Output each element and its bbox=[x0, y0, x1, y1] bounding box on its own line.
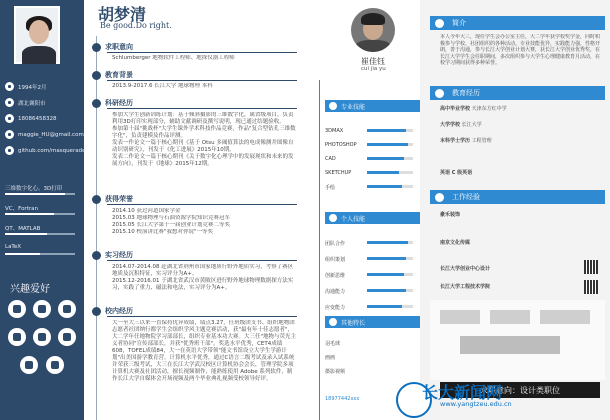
skill-bar-3d bbox=[5, 193, 75, 195]
section-personal-skills: 个人技能 bbox=[325, 212, 420, 224]
profile-photo bbox=[14, 6, 60, 64]
hobby-icon bbox=[58, 300, 76, 318]
work-item: 长江大学创业中心设计 bbox=[440, 266, 491, 272]
section-education: 教育经历 bbox=[430, 86, 605, 100]
skill-vc: VC、Fortran bbox=[5, 206, 38, 212]
resume-right bbox=[305, 0, 610, 420]
works-gallery bbox=[430, 300, 605, 380]
section-work: 工作经验 bbox=[430, 190, 605, 204]
edu-item: 高中毕业学校 天津东方红中学 bbox=[440, 106, 507, 112]
right-main bbox=[430, 0, 610, 420]
watermark-url: www.yangtzeu.edu.cn bbox=[440, 400, 512, 408]
skill-qt: QT、MATLAB bbox=[5, 226, 41, 232]
location-icon bbox=[5, 98, 14, 107]
edu-item: 本科学士学历 工程管理 bbox=[440, 138, 492, 144]
skill-bar-qt bbox=[5, 233, 75, 235]
section-campus: 校内经历 bbox=[92, 306, 133, 316]
education-text: 2013.9-2017.6 长江大学 地球物理 本科 bbox=[112, 83, 213, 89]
qr-code bbox=[584, 260, 598, 274]
research-list: 参加大学生创新训练计划：基于倾斜摄影的三维数字化，属省级项目，负责利用3D打印实现部分，辅助文献调研及撰写说明，现已通过结题验收。 参加第十届"挑战杯"大学生课外学术科技作品竞赛，作品"复合型钻孔三维数字化"，负责建模及作品评测。 发表一作论文一篇于核心期刊《基于 Otsu 多阈值算法的电成像测井图像自动识别研究》，刊发于《化工进展》2015年10期。 发表二作论文一篇于核心期刊《关于数字化心理学中的发展现状和未来的发展方向》，刊发于《地球》2015年12期。 bbox=[112, 112, 296, 167]
calendar-icon bbox=[5, 82, 14, 91]
section-other: 其他特长 bbox=[325, 316, 420, 328]
hobby-icon bbox=[33, 300, 51, 318]
objective-text: Schlumberger 地物软件工程师、地探仪器工程师 bbox=[112, 55, 235, 61]
work-item: 南京文化传媒 bbox=[440, 240, 471, 246]
campus-text: 大一至大三以来一直保持优异成绩，绩点3.27，任班级团支书、组织地物团志愿者社团纳行都学生会组织学风主题竞赛活动，获"最有年十佳志愿者"，大二学年任地物院学习部部长，组织专业基本功大赛。大三任"地物与荧光主义者协同"宣传部部长，并获"优秀班干部"。奖选水平优秀，CET4成绩608，TOFEL成绩84，大一在英语大学带领"能文书馆设立大学生学游计划"出美国游学教育营。计算机水平优秀，通过C语言二级考试及录入试系统并荣获三级考试，大三在长江大学武汉校区计算机协会会长，管理学院多项计算机大赛及社团活动，擅长视频制作，能熟练使用 Adobe 系列软件，制作长江大学自媒体会开场视频及两个毕业典礼视频受校领导好评。 bbox=[112, 320, 297, 382]
mail-icon bbox=[5, 130, 14, 139]
hobby-title: 兴趣爱好 bbox=[10, 284, 50, 295]
hobby-icon bbox=[8, 328, 26, 346]
work-item: 豪禾装饰 bbox=[440, 212, 461, 218]
hobby-icon bbox=[33, 328, 51, 346]
intro-text: 本人今年大三，现任学生会办公室主任，大二学年获学校奖学金，同时积极参与学校、社团组织的各种活动。专业技能优异，实践能力强，性格开朗，善于沟通，参与长江大学创业计划大赛，获长江大学创业优秀奖，在长江大学学生会任职期间，多次组织参与大学生心理健康教育月活动，在校学习期间获得多种荣誉。 bbox=[440, 34, 600, 66]
work-item: 长江大学工程技术学院 bbox=[440, 284, 491, 290]
watermark-title: 长大新闻网 bbox=[422, 383, 503, 402]
resume-pinyin: cui jia yu bbox=[361, 66, 386, 72]
qr-code bbox=[584, 280, 598, 294]
section-internship: 实习经历 bbox=[92, 250, 133, 260]
resume-motto: Be good.Do right. bbox=[100, 21, 172, 30]
hometown: 湖北襄阳市 bbox=[5, 98, 46, 107]
right-sidebar: 崔佳钰 cui jia yu 专业技能 3DMAX PHOTOSHOP CAD SKETCHUP 手绘 个人技能 团队合作 组织策划 创新思维 沟通能力 应变能力 其他特长 羽毛球 画画 摄影视频 18977442xxx bbox=[305, 0, 420, 420]
edu-item: 英语 C 级英语 bbox=[440, 170, 473, 176]
section-objective: 求职意向 bbox=[92, 42, 133, 52]
profile-avatar bbox=[351, 8, 395, 52]
skill-3d: 三维数字化心、3D打印 bbox=[5, 186, 63, 192]
github-icon bbox=[5, 146, 14, 155]
skill-latex: LaTeX bbox=[5, 244, 22, 250]
left-sidebar bbox=[0, 0, 84, 420]
section-honors: 获得荣誉 bbox=[92, 194, 133, 204]
section-pro-skills: 专业技能 bbox=[325, 100, 420, 112]
honors-list: 2014.10 获过河道国家学金 2015.03 地球物理与石油资源学院知识竞赛冠军 2015.05 长江大学第十一届创业计划竞赛二等奖 2015.10 校演讲比赛"我想对你说"一等奖 bbox=[112, 208, 230, 235]
hobby-icon bbox=[8, 300, 26, 318]
timeline-line bbox=[96, 36, 97, 420]
section-research: 科研经历 bbox=[92, 98, 133, 108]
hobby-icon bbox=[20, 356, 38, 374]
works-banner: 求职意向：设计类职位 bbox=[440, 382, 600, 398]
resume-name: 崔佳钰 bbox=[361, 57, 385, 66]
section-intro: 简介 bbox=[430, 16, 605, 30]
hobby-icon bbox=[46, 356, 64, 374]
section-education: 教育背景 bbox=[92, 70, 133, 80]
email[interactable]: maggie_HU@gmail.com bbox=[5, 130, 84, 139]
hobby-icon bbox=[58, 328, 76, 346]
skill-bar-latex bbox=[5, 253, 75, 255]
github[interactable]: github.com/masquerade bbox=[5, 146, 85, 155]
phone: 18086458328 bbox=[5, 114, 57, 123]
edu-item: 大学学校 长江大学 bbox=[440, 122, 482, 128]
internship-list: 2014.07-2014.08 赴湖北省荆州市国家地质行野外地质实习，考察了赛区地质及沉积特征，实习评分为A+。 2015.12-2016.01 于湖北省武汉市黄陂区进行野外地球物理数据探方法实习，实践了重力、磁法和电法，实习评分为A+。 bbox=[112, 264, 294, 291]
skill-bar-vc bbox=[5, 213, 75, 215]
birth-date: 1994年2月 bbox=[5, 82, 47, 91]
phone: 18977442xxx bbox=[325, 396, 360, 402]
resume-name: 胡梦清 bbox=[98, 5, 147, 24]
phone-icon bbox=[5, 114, 14, 123]
